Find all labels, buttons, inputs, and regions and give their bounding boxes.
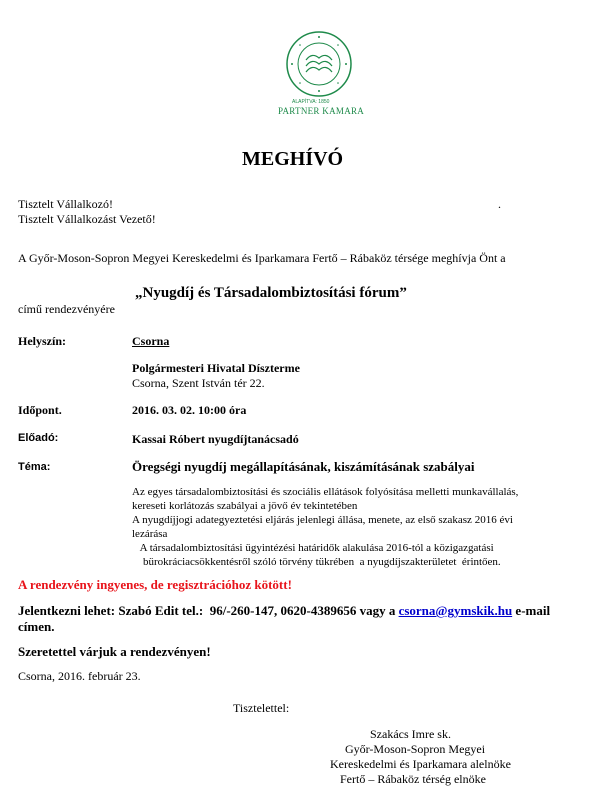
signature-name: Szakács Imre sk. bbox=[370, 727, 451, 741]
event-suffix: című rendezvényére bbox=[18, 302, 115, 316]
topic-line-1: Az egyes társadalombiztosítási és szociális ellátások folyósítása melletti munkavállalás, bbox=[132, 486, 519, 498]
venue-place: Polgármesteri Hivatal Díszterme bbox=[132, 361, 300, 375]
signature-line-2: Győr-Moson-Sopron Megyei bbox=[345, 742, 486, 756]
topic-line-2: kereseti korlátozás szabályai a jövő év tekintetében bbox=[132, 500, 358, 512]
topic-line-5: A társadalombiztosítási ügyintézési határidők alakulása 2016-tól a közigazgatási bbox=[132, 542, 494, 554]
logo-founded: ALAPÍTVA: 1850 bbox=[292, 99, 330, 105]
topic-value: Öregségi nyugdíj megállapításának, kiszámításának szabályai bbox=[132, 459, 475, 474]
time-label: Időpont. bbox=[18, 403, 62, 417]
speaker-value: Kassai Róbert nyugdíjtanácsadó bbox=[132, 432, 299, 446]
event-title: „Nyugdíj és Társadalombiztosítási fórum” bbox=[135, 285, 407, 301]
venue-city: Csorna bbox=[132, 334, 170, 348]
signature-line-3: Kereskedelmi és Iparkamara alelnöke bbox=[330, 757, 511, 771]
topic-label: Téma: bbox=[18, 461, 51, 473]
free-notice: A rendezvény ingyenes, de regisztrációhoz kötött! bbox=[18, 577, 292, 592]
registration-line-2: címen. bbox=[18, 619, 55, 634]
closing-text: Tisztelettel: bbox=[233, 701, 290, 715]
registration-line-1 bbox=[18, 603, 550, 619]
greeting-line-1: Tisztelt Vállalkozó! bbox=[18, 197, 113, 211]
page-title: MEGHÍVÓ bbox=[242, 148, 344, 170]
stray-dot: . bbox=[498, 197, 501, 211]
welcome-text: Szeretettel várjuk a rendezvényen! bbox=[18, 644, 211, 659]
venue-label: Helyszín: bbox=[18, 334, 66, 348]
venue-address: Csorna, Szent István tér 22. bbox=[132, 376, 265, 390]
greeting-line-2: Tisztelt Vállalkozást Vezető! bbox=[18, 212, 156, 226]
email-link[interactable]: csorna@gymskik.hu bbox=[398, 603, 513, 618]
speaker-label: Előadó: bbox=[18, 432, 59, 444]
intro-text: A Győr-Moson-Sopron Megyei Kereskedelmi és Iparkamara Fertő – Rábaköz térsége meghívja Önt a bbox=[18, 251, 506, 265]
topic-line-4: lezárása bbox=[132, 528, 168, 540]
date-text: Csorna, 2016. február 23. bbox=[18, 669, 141, 683]
topic-line-3: A nyugdíjjogi adategyeztetési eljárás jelenlegi állása, menete, az első szakasz 2016 évi bbox=[132, 514, 513, 526]
chamber-logo bbox=[276, 30, 365, 120]
topic-line-6: bürokráciacsökkentésről szóló törvény tükrében a nyugdíjszakterületet érintően. bbox=[132, 556, 501, 568]
registration-text: Jelentkezni lehet: Szabó Edit tel.: 96/-260-147, 0620-4389656 vagy a bbox=[18, 603, 399, 618]
logo-brand: PARTNER KAMARA bbox=[278, 106, 365, 116]
registration-suffix: e-mail bbox=[512, 603, 551, 618]
signature-line-4: Fertő – Rábaköz térség elnöke bbox=[340, 772, 486, 786]
time-value: 2016. 03. 02. 10:00 óra bbox=[132, 403, 247, 417]
